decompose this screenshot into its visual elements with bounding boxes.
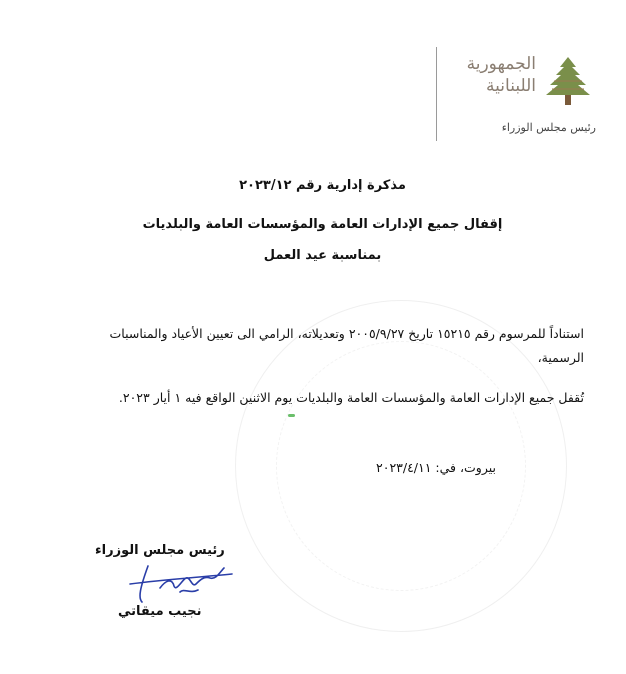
signatory-title: رئيس مجلس الوزراء bbox=[95, 543, 225, 558]
date-line: بيروت، في: ٢٠٢٣/٤/١١ bbox=[376, 460, 496, 475]
republic-emblem-text bbox=[444, 53, 536, 97]
memo-occasion: بمناسبة عيد العمل bbox=[263, 248, 382, 263]
emblem-line-2: اللبنانية bbox=[486, 76, 536, 96]
paragraph-decree-reference: استناداً للمرسوم رقم ١٥٢١٥ تاريخ ٢٠٠٥/٩/٢٧ وتعديلاته، الرامي الى تعيين الأعياد والمناسبات الرسمية، bbox=[109, 326, 584, 365]
paragraph-closure: تُقفل جميع الإدارات العامة والمؤسسات العامة والبلديات يوم الاثنين الواقع فيه ١ أيار ٢٠٢٣. bbox=[118, 390, 584, 405]
office-label: رئيس مجلس الوزراء bbox=[501, 121, 596, 134]
header-divider bbox=[436, 47, 437, 141]
signatory-name: نجيب ميقاتي bbox=[118, 604, 202, 619]
memo-subject: إقفال جميع الإدارات العامة والمؤسسات العامة والبلديات bbox=[142, 217, 503, 232]
green-mark bbox=[288, 414, 295, 417]
letterhead bbox=[436, 45, 596, 145]
emblem-line-1: الجمهورية bbox=[466, 54, 536, 74]
handwritten-signature bbox=[120, 558, 240, 603]
cedar-emblem-icon bbox=[542, 53, 594, 109]
memo-title: مذكرة إدارية رقم ٢٠٢٣/١٢ bbox=[239, 178, 406, 193]
